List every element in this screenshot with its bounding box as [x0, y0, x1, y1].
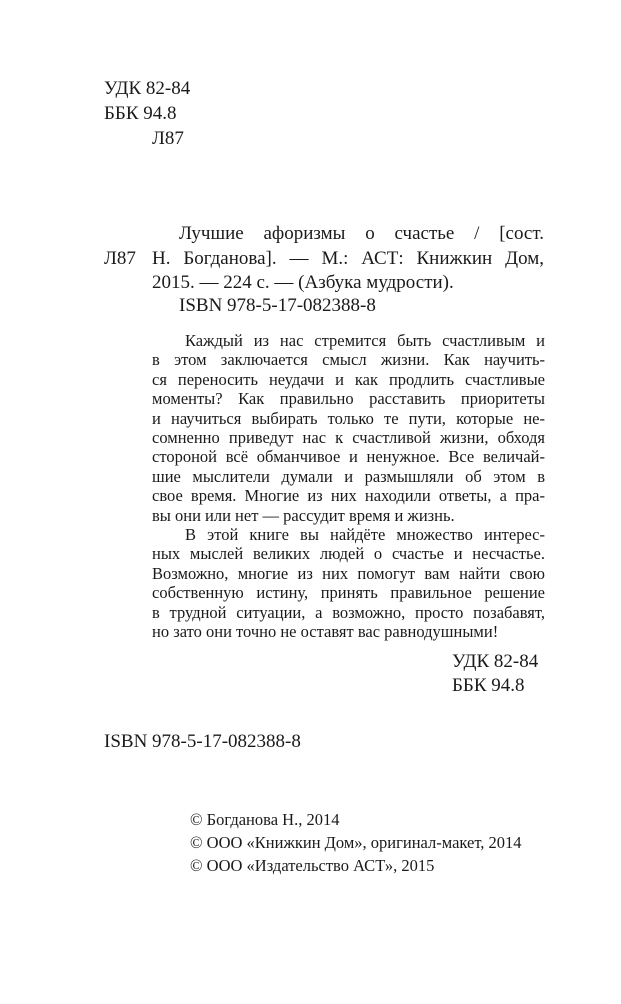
copyright-line: © ООО «Книжкин Дом», оригинал-макет, 2014 [190, 833, 522, 852]
annotation-line: но зато они точно не оставят вас равнодушными! [152, 622, 499, 641]
isbn: ISBN 978-5-17-082388-8 [104, 731, 301, 752]
udk: УДК 82-84 [452, 651, 539, 672]
annotation-line: вы они или нет — рассудит время и жизнь. [152, 505, 455, 525]
annotation-line: моменты? Как правильно расставить приоритеты [152, 389, 545, 409]
annotation-line: стороной всё обманчивое и ненужное. Все величай- [152, 447, 545, 467]
annotation-line: собственную истину, принять правильное решение [152, 583, 545, 603]
annotation-line: в трудной ситуации, а возможно, просто позабавят, [152, 602, 545, 622]
author-mark-header: Л87 [152, 128, 184, 149]
annotation-line: ных мыслей великих людей о счастье и несчастье. [152, 544, 545, 564]
annotation-line: свое время. Многие из них находили ответы, а пра- [152, 486, 545, 506]
biblio-isbn: ISBN 978-5-17-082388-8 [179, 295, 376, 316]
annotation-line: ся переносить неудачи и как продлить счастливые [152, 369, 545, 389]
annotation-line: Возможно, многие из них помогут вам найти свою [152, 563, 545, 583]
bbk-header: ББК 94.8 [104, 103, 177, 124]
annotation-line: и научиться выбирать только те пути, которые не- [152, 408, 545, 428]
annotation-line: сомненно приведут нас к счастливой жизни, обходя [152, 428, 545, 447]
biblio-line: Лучшие афоризмы о счастье / [сост. [179, 223, 544, 244]
annotation-line: Каждый из нас стремится быть счастливым и [185, 331, 545, 350]
copyright-line: © ООО «Издательство АСТ», 2015 [190, 856, 435, 875]
udk-header: УДК 82-84 [104, 78, 191, 99]
annotation-line: В этой книге вы найдёте множество интерес- [185, 525, 545, 544]
annotation-line: в этом заключается смысл жизни. Как научить- [152, 350, 545, 370]
biblio-line: Н. Богданова]. — М.: АСТ: Книжкин Дом, [152, 248, 544, 269]
author-mark: Л87 [104, 248, 136, 269]
biblio-line: 2015. — 224 с. — (Азбука мудрости). [152, 272, 454, 293]
copyright-line: © Богданова Н., 2014 [190, 810, 340, 829]
bbk: ББК 94.8 [452, 675, 525, 696]
annotation-line: шие мыслители думали и размышляли об этом в [152, 466, 545, 486]
